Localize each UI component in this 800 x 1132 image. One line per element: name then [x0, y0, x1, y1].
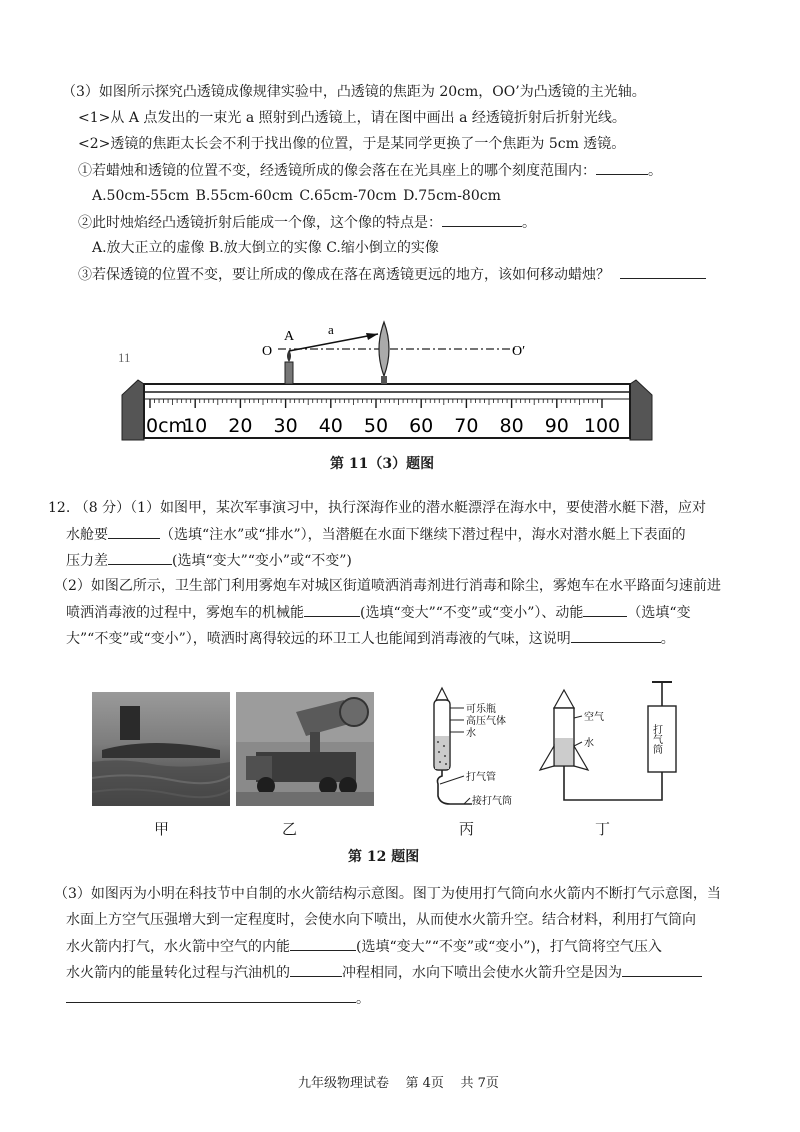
label-ding: 丁: [595, 820, 611, 838]
scale-label: 0cm: [146, 415, 188, 437]
scale-label: 50: [363, 415, 389, 437]
q12-2-line1: （2）如图乙所示，卫生部门利用雾炮车对城区街道喷洒消毒剂进行消毒和除尘，雾炮车在水平路面匀速前进: [54, 578, 721, 594]
answer-blank[interactable]: [66, 988, 356, 1003]
diagram-pumping-air: [528, 676, 688, 810]
q12-2-line3a: 大”“不变”或“变小”），喷洒时离得较远的环卫工人也能闻到消毒液的气味，这说明: [66, 631, 571, 647]
candle: [285, 362, 293, 384]
scale-label: 40: [318, 415, 343, 437]
label-stray-mark: 11: [118, 350, 131, 365]
label-water: 水: [466, 728, 476, 739]
page-footer: 九年级物理试卷 第 4页 共 7页: [298, 1076, 499, 1091]
label-high-pressure-gas: 高压气体: [466, 716, 506, 727]
answer-blank[interactable]: [583, 602, 627, 617]
photo-submarine: [92, 692, 230, 806]
q12-line2: [66, 524, 686, 545]
scale-label: 20: [228, 415, 253, 437]
q12-2-line2a: 喷洒消毒液的过程中，雾炮车的机械能: [66, 605, 304, 621]
q11-3-sub1-options: A.50cm-55cm B.55cm-60cm C.65cm-70cm D.75cm-80cm: [92, 188, 501, 204]
answer-blank[interactable]: [290, 936, 356, 951]
q11-3-part2: <2>透镜的焦距太长会不利于找出像的位置，于是某同学更换了一个焦距为 5cm 透镜。: [78, 136, 626, 152]
q12-3-line4: [66, 962, 702, 983]
q12-2-line2: [66, 602, 691, 623]
sub2-text: ②此时烛焰经凸透镜折射后能成一个像，这个像的特点是：: [78, 215, 442, 231]
q12-3-line5-end: 。: [356, 991, 370, 1007]
label-bing: 丙: [459, 820, 475, 838]
label-o: O: [262, 344, 273, 359]
answer-blank[interactable]: [108, 550, 172, 565]
q12-3-line4a: 水火箭内的能量转化过程与汽油机的: [66, 965, 290, 981]
sub1-end: 。: [648, 163, 662, 179]
q12-2-line2c: （选填“变: [627, 605, 691, 621]
scale-label: 80: [499, 415, 524, 437]
q12-line1: 12. （8 分）（1）如图甲，某次军事演习中，执行深海作业的潜水艇漂浮在海水中，要使潜水艇下潜，应对: [48, 500, 706, 516]
label-air-tube: 打气管: [466, 772, 496, 783]
scale-label: 90: [544, 415, 569, 437]
ray-arrow-icon: [366, 333, 378, 340]
q12-3-line3: [66, 936, 662, 957]
figure-11-3-caption: 第 11（3）题图: [330, 456, 435, 472]
q12-line2a: 水舱要: [66, 527, 108, 543]
answer-blank[interactable]: [108, 524, 160, 539]
scale-label: 60: [409, 415, 434, 437]
lens-holder: [381, 376, 387, 384]
q12-line3b: (选填“变大”“变小”或“不变”): [172, 553, 352, 569]
photo-fog-cannon-truck: [236, 692, 374, 806]
q12-3-line5: [66, 988, 370, 1009]
q11-3-sub2-options: A.放大正立的虚像 B.放大倒立的实像 C.缩小倒立的实像: [92, 240, 439, 256]
label-jia: 甲: [154, 820, 170, 838]
label-a: A: [284, 329, 295, 344]
answer-blank[interactable]: [571, 628, 661, 643]
scale-label: 70: [454, 415, 479, 437]
q12-3-line2: 水面上方空气压强增大到一定程度时，会使水向下喷出，从而使水火箭升空。结合材料，利用打气筒向: [66, 912, 696, 928]
q11-3-part1: <1>从 A 点发出的一束光 a 照射到凸透镜上，请在图中画出 a 经透镜折射后折射光线。: [78, 110, 626, 126]
label-o-prime: O′: [512, 344, 526, 359]
optical-bench-figure: [0, 0, 800, 460]
left-support: [122, 380, 144, 440]
candle-flame: [287, 350, 291, 362]
scale-label: 30: [273, 415, 298, 437]
scale-label: 100: [583, 415, 621, 437]
label-connect-pump: 接打气筒: [472, 796, 512, 807]
q12-2-line3: [66, 628, 675, 649]
right-support: [630, 380, 652, 440]
answer-blank[interactable]: [622, 962, 702, 977]
figure-12-caption: 第 12 题图: [348, 849, 420, 865]
sub1-text: ①若蜡烛和透镜的位置不变，经透镜所成的像会落在在光具座上的哪个刻度范围内：: [78, 163, 596, 179]
q11-3-intro: （3）如图所示探究凸透镜成像规律实验中，凸透镜的焦距为 20cm，OO’为凸透镜的主光轴。: [62, 84, 646, 100]
label-ray-a: a: [328, 322, 334, 337]
diagram-water-rocket-structure: [420, 684, 530, 814]
q12-line2b: （选填“注水”或“排水”），当潜艇在水面下继续下潜过程中，海水对潜水艇上下表面的: [160, 527, 686, 543]
label-air: 空气: [584, 712, 604, 723]
q12-2-line3b: 。: [660, 631, 675, 647]
answer-blank[interactable]: [304, 602, 360, 617]
q12-3-line3b: (选填“变大”“不变”或“变小”)，打气筒将空气压入: [356, 939, 662, 955]
q12-3-line3a: 水火箭内打气，水火箭中空气的内能: [66, 939, 290, 955]
q12-3-line1: （3）如图丙为小明在科技节中自制的水火箭结构示意图。图丁为使用打气筒向水火箭内不断打气示意图，当: [54, 886, 721, 902]
sub3-text: ③若保透镜的位置不变，要让所成的像成在落在离透镜更远的地方，该如何移动蜡烛？: [78, 267, 610, 283]
convex-lens: [379, 322, 389, 376]
scale-label: 10: [183, 415, 208, 437]
label-yi: 乙: [282, 820, 298, 838]
label-cola-bottle: 可乐瓶: [466, 704, 496, 715]
label-water-ding: 水: [584, 738, 594, 749]
sub2-end: 。: [522, 215, 536, 231]
q12-3-line4b: 冲程相同，水向下喷出会使水火箭升空是因为: [342, 965, 622, 981]
q12-line3: [66, 550, 352, 571]
q12-2-line2b: (选填“变大”“不变”或“变小”）、动能: [360, 605, 584, 621]
q12-line3a: 压力差: [66, 553, 108, 569]
answer-blank[interactable]: [290, 962, 342, 977]
label-air-pump: 打气筒: [650, 724, 662, 754]
